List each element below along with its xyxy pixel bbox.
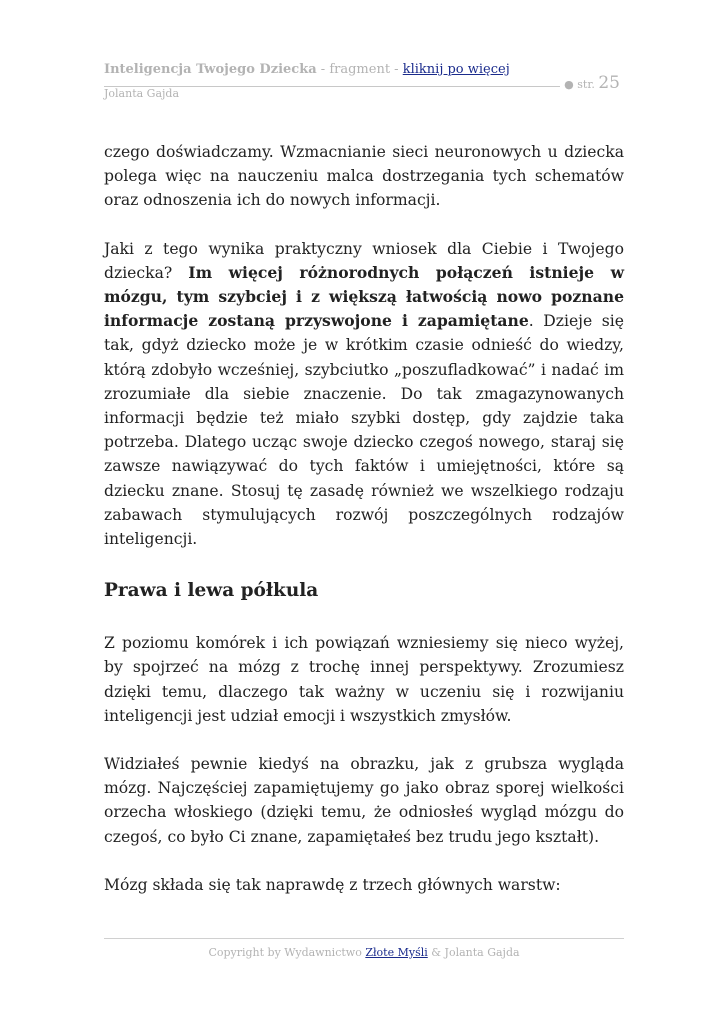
publisher-link[interactable]: Złote Myśli [365, 946, 428, 959]
page-header [104, 62, 624, 102]
header-title [104, 62, 510, 77]
header-author: Jolanta Gajda [104, 87, 180, 100]
page-footer [104, 946, 624, 959]
page-body [104, 140, 624, 921]
page-number [564, 73, 620, 93]
page-prefix: ● str. [564, 78, 599, 91]
section-heading: Prawa i lewa półkula [104, 580, 319, 602]
fragment-label: fragment [329, 62, 391, 77]
header-separator: - [390, 62, 403, 77]
paragraph: Z poziomu komórek i ich powiązań wzniesiemy się nieco wyżej, by spojrzeć na mózg z trochę innej perspektywy. Zrozumiesz dzięki temu, dlaczego tak ważny w uczeniu się i rozwijaniu inteligencji jest udział emocji i wszystkich zmysłów. [104, 634, 624, 725]
paragraph: czego doświadczamy. Wzmacnianie sieci neuronowych u dziecka polega więc na nauczeniu malca dostrzegania tych schematów oraz odnoszenia ich do nowych informacji. [104, 143, 624, 210]
more-link[interactable]: kliknij po więcej [402, 62, 510, 77]
copyright-suffix: & Jolanta Gajda [427, 946, 520, 959]
footer-divider [104, 938, 624, 939]
page-number-value: 25 [598, 73, 620, 93]
paragraph-intro: Jaki z tego wynika praktyczny wniosek dla Ciebie i Twojego dziecka? [104, 239, 624, 282]
paragraph: Mózg składa się tak naprawdę z trzech głównych warstw: [104, 875, 561, 894]
paragraph: Widziałeś pewnie kiedyś na obrazku, jak z grubsza wygląda mózg. Najczęściej zapamiętujemy go jako obraz sporej wielkości orzecha włoskiego (dzięki temu, że odniosłeś wygląd mózgu do czegoś, co było Ci znane, zapamiętałeś bez trudu jego kształt). [104, 755, 624, 846]
bold-statement: Im więcej różnorodnych połączeń istnieje w mózgu, tym szybciej i z większą łatwością nowo poznane informacje zostaną przyswojone i zapamiętane [104, 262, 624, 331]
paragraph-continuation: . Dzieje się tak, gdyż dziecko może je w krótkim czasie odnieść do wiedzy, którą zdobyło wcześniej, szybciutko „poszufladkować” i nadać im zrozumiałe dla siebie znaczenie. Do tak zmagazynowanych informacji będzie też miało szybki dostęp, gdy zajdzie taka potrzeba. Dlatego ucząc swoje dziecko czegoś nowego, staraj się zawsze nawiązywać do tych faktów i umiejętności, które są dziecku znane. Stosuj tę zasadę również we wszelkiego rodzaju zabawach stymulujących rozwój poszczególnych rodzajów inteligencji. [104, 312, 624, 549]
copyright-prefix: Copyright by Wydawnictwo [208, 946, 366, 959]
header-separator: - [316, 62, 330, 77]
paragraph [104, 237, 624, 552]
book-title: Inteligencja Twojego Dziecka [104, 62, 317, 77]
